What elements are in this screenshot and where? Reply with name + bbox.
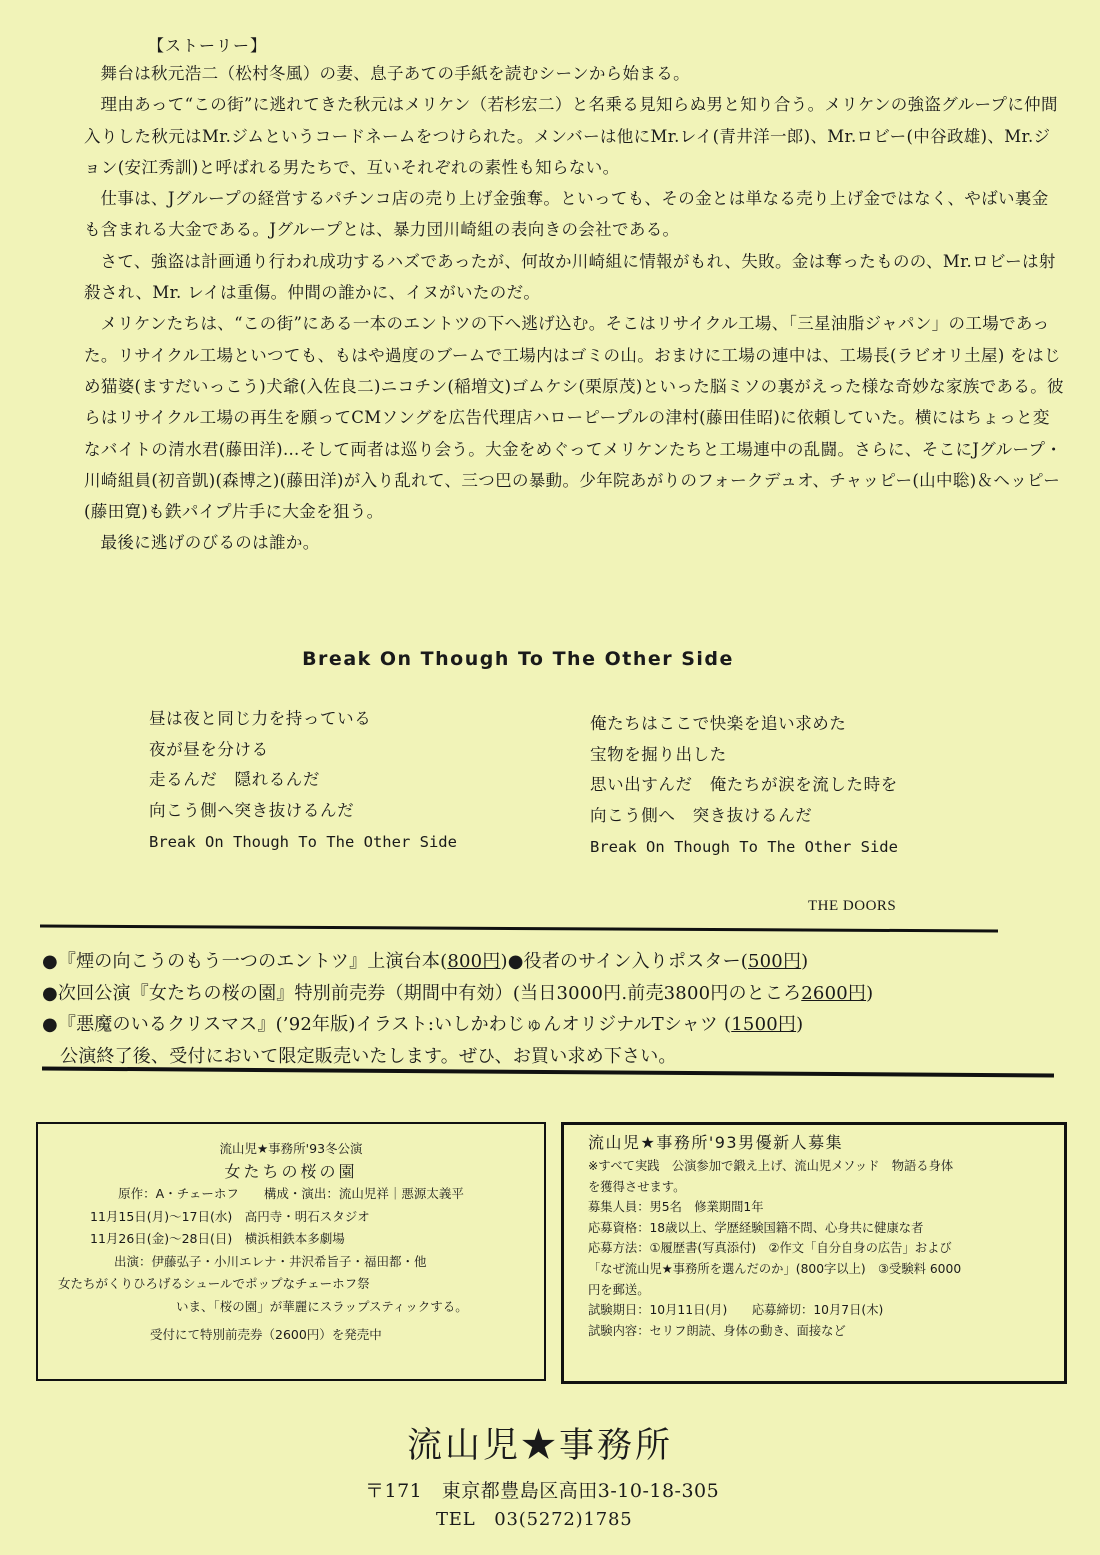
- show-ticket: 受付にて特別前売券（2600円）を発売中: [150, 1327, 382, 1342]
- merch-text: ●次回公演『女たちの桜の園』特別前売券（期間中有効）(当日3000円.前売3800円のところ: [42, 982, 802, 1004]
- lyric-line: 昼は夜と同じ力を持っている: [149, 709, 372, 728]
- lyric-line: Break On Though To The Other Side: [149, 832, 457, 851]
- recruit-content: 試験内容：セリフ朗読、身体の動き、面接など: [588, 1323, 846, 1338]
- price: 800円: [447, 951, 501, 972]
- merch-line: 公演終了後、受付において限定販売いたします。ぜひ、お買い求め下さい。: [60, 1045, 677, 1067]
- merch-line: [42, 1009, 873, 1041]
- show-desc: いま、「桜の園」が華麗にスラップスティックする。: [176, 1298, 468, 1314]
- song-credit: THE DOORS: [808, 898, 897, 914]
- show-title: 女たちの桜の園: [224, 1161, 358, 1181]
- office-address: 〒171 東京都豊島区高田3-10-18-305: [365, 1480, 720, 1502]
- office-name: 流山児★事務所: [406, 1426, 673, 1466]
- lyric-line: 走るんだ 隠れるんだ: [149, 770, 320, 790]
- merch-text: ●『悪魔のいるクリスマス』(’92年版)イラスト:いしかわじゅんオリジナルTシャツ (: [42, 1014, 732, 1035]
- price: 2600円: [801, 982, 867, 1004]
- recruit-count: 募集人員：男5名 修業期間1年: [588, 1200, 764, 1215]
- lyrics-left: [149, 704, 457, 858]
- price: 500円: [748, 951, 802, 972]
- merch-text: ●『煙の向こうのもう一つのエントツ』上演台本(: [42, 951, 448, 972]
- show-desc: 女たちがくりひろげるシュールでポップなチェーホフ祭: [58, 1276, 370, 1291]
- merch-text: ): [866, 982, 874, 1004]
- recruit-box: [561, 1122, 1067, 1384]
- merch-line: [42, 978, 873, 1010]
- recruit-qualification: 応募資格：18歳以上、学歴経験国籍不問、心身共に健康な者: [588, 1220, 924, 1235]
- story-paragraph: 理由あって“この街”に逃れてきた秋元はメリケン（若杉宏二）と名乗る見知らぬ男と知り合う。メリケンの強盗グループに仲間入りした秋元はMr.ジムというコードネームをつけられた。メンバーは他にMr.レイ(青井洋一郎)、Mr.ロビー(中谷政雄)、Mr.ジョン(安江秀訓)と呼ばれる男たちで、互いそれぞれの素性も知らない。: [84, 95, 1058, 177]
- merch-line: [42, 946, 873, 978]
- lyric-line: 向こう側へ突き抜けるんだ: [149, 801, 355, 821]
- recruit-method: 円を郵送。: [588, 1282, 650, 1297]
- lyric-line: 夜が昼を分ける: [149, 739, 269, 759]
- price: 1500円: [731, 1014, 797, 1035]
- merch-text: )●役者のサイン入りポスター(: [500, 951, 748, 972]
- next-show-box: [36, 1122, 546, 1381]
- show-cast: 出演：伊藤弘子・小川エレナ・井沢希旨子・福田都・他: [114, 1253, 427, 1269]
- recruit-lead: を獲得させます。: [588, 1179, 686, 1194]
- story-paragraph: 舞台は秋元浩二（松村冬風）の妻、息子あての手紙を読むシーンから始まる。: [100, 64, 690, 83]
- show-company: 流山児★事務所'93冬公演: [219, 1141, 363, 1156]
- show-date: 11月15日(月)〜17日(水) 高円寺・明石スタジオ: [90, 1208, 370, 1224]
- lyric-line: 思い出すんだ 俺たちが涙を流した時を: [590, 775, 898, 795]
- merch-text: ): [796, 1014, 804, 1035]
- story-paragraph: さて、強盗は計画通り行われ成功するハズであったが、何故か川崎組に情報がもれ、失敗。金は奪ったものの、Mr.ロビーは射殺され、Mr. レイは重傷。仲間の誰かに、イヌがいたのだ。: [84, 251, 1056, 303]
- story-paragraph: 最後に逃げのびるのは誰か。: [100, 533, 320, 553]
- story-paragraph: 仕事は、Jグループの経営するパチンコ店の売り上げ金強奪。といっても、その金とは単なる売り上げ金ではなく、やばい裏金も含まれる大金である。Jグループとは、暴力団川崎組の表向きの会社である。: [84, 189, 1049, 240]
- story-paragraph: メリケンたちは、“この街”にある一本のエントツの下へ逃げ込む。そこはリサイクル工場、「三星油脂ジャパン」の工場であった。リサイクル工場といつても、もはや過度のブームで工場内はゴミの山。おまけに工場の連中は、工場長(ラビオリ土屋) をはじめ猫婆(ますだいっこう)犬爺(入佐良二)ニコチン(稲増文)ゴムケシ(栗原茂)といった脳ミソの裏がえった様な奇妙な家族である。彼らはリサイクル工場の再生を願ってCMソングを広告代理店ハローピープルの津村(藤田佳昭)に依頼していた。横にはちょっと変なバイトの清水君(藤田洋)…そして両者は巡り会う。大金をめぐってメリケンたちと工場連中の乱闘。さらに、そこにJグループ・川崎組員(初音凱)(森博之)(藤田洋)が入り乱れて、三つ巴の暴動。少年院あがりのフォークデュオ、チャッピー(山中聡)＆ヘッピー(藤田寛)も鉄パイプ片手に大金を狙う。: [84, 314, 1064, 522]
- lyric-line: Break On Though To The Other Side: [590, 837, 898, 856]
- merch-text: ): [801, 951, 809, 972]
- office-tel: TEL 03(5272)1785: [436, 1509, 633, 1530]
- lyrics-right: [590, 709, 898, 863]
- lyric-line: 俺たちはここで快楽を追い求めた: [590, 714, 847, 733]
- recruit-title: 流山児★事務所'93男優新人募集: [588, 1133, 844, 1152]
- recruit-lead: ※すべて実践 公演参加で鍛え上げ、流山児メソッド 物語る身体: [588, 1159, 954, 1173]
- lyric-line: 宝物を掘り出した: [590, 744, 727, 764]
- show-date: 11月26日(金)〜28日(日) 横浜相鉄本多劇場: [90, 1231, 345, 1246]
- song-title: Break On Though To The Other Side: [302, 648, 734, 670]
- show-credits: 原作：A・チェーホフ 構成・演出：流山児祥｜悪源太義平: [118, 1186, 464, 1201]
- story-heading: 【ストーリー】: [148, 36, 268, 55]
- lyric-line: 向こう側へ 突き抜けるんだ: [590, 806, 813, 826]
- recruit-dates: 試験期日：10月11日(月) 応募締切：10月7日(木): [588, 1303, 884, 1318]
- recruit-method: 応募方法：①履歴書(写真添付) ②作文「自分自身の広告」および: [588, 1241, 952, 1256]
- story-body: [84, 58, 1064, 559]
- divider-top: [40, 924, 998, 932]
- merch-notice: [42, 946, 873, 1072]
- recruit-method: 「なぜ流山児★事務所を選んだのか」(800字以上) ③受験料 6000: [588, 1261, 962, 1276]
